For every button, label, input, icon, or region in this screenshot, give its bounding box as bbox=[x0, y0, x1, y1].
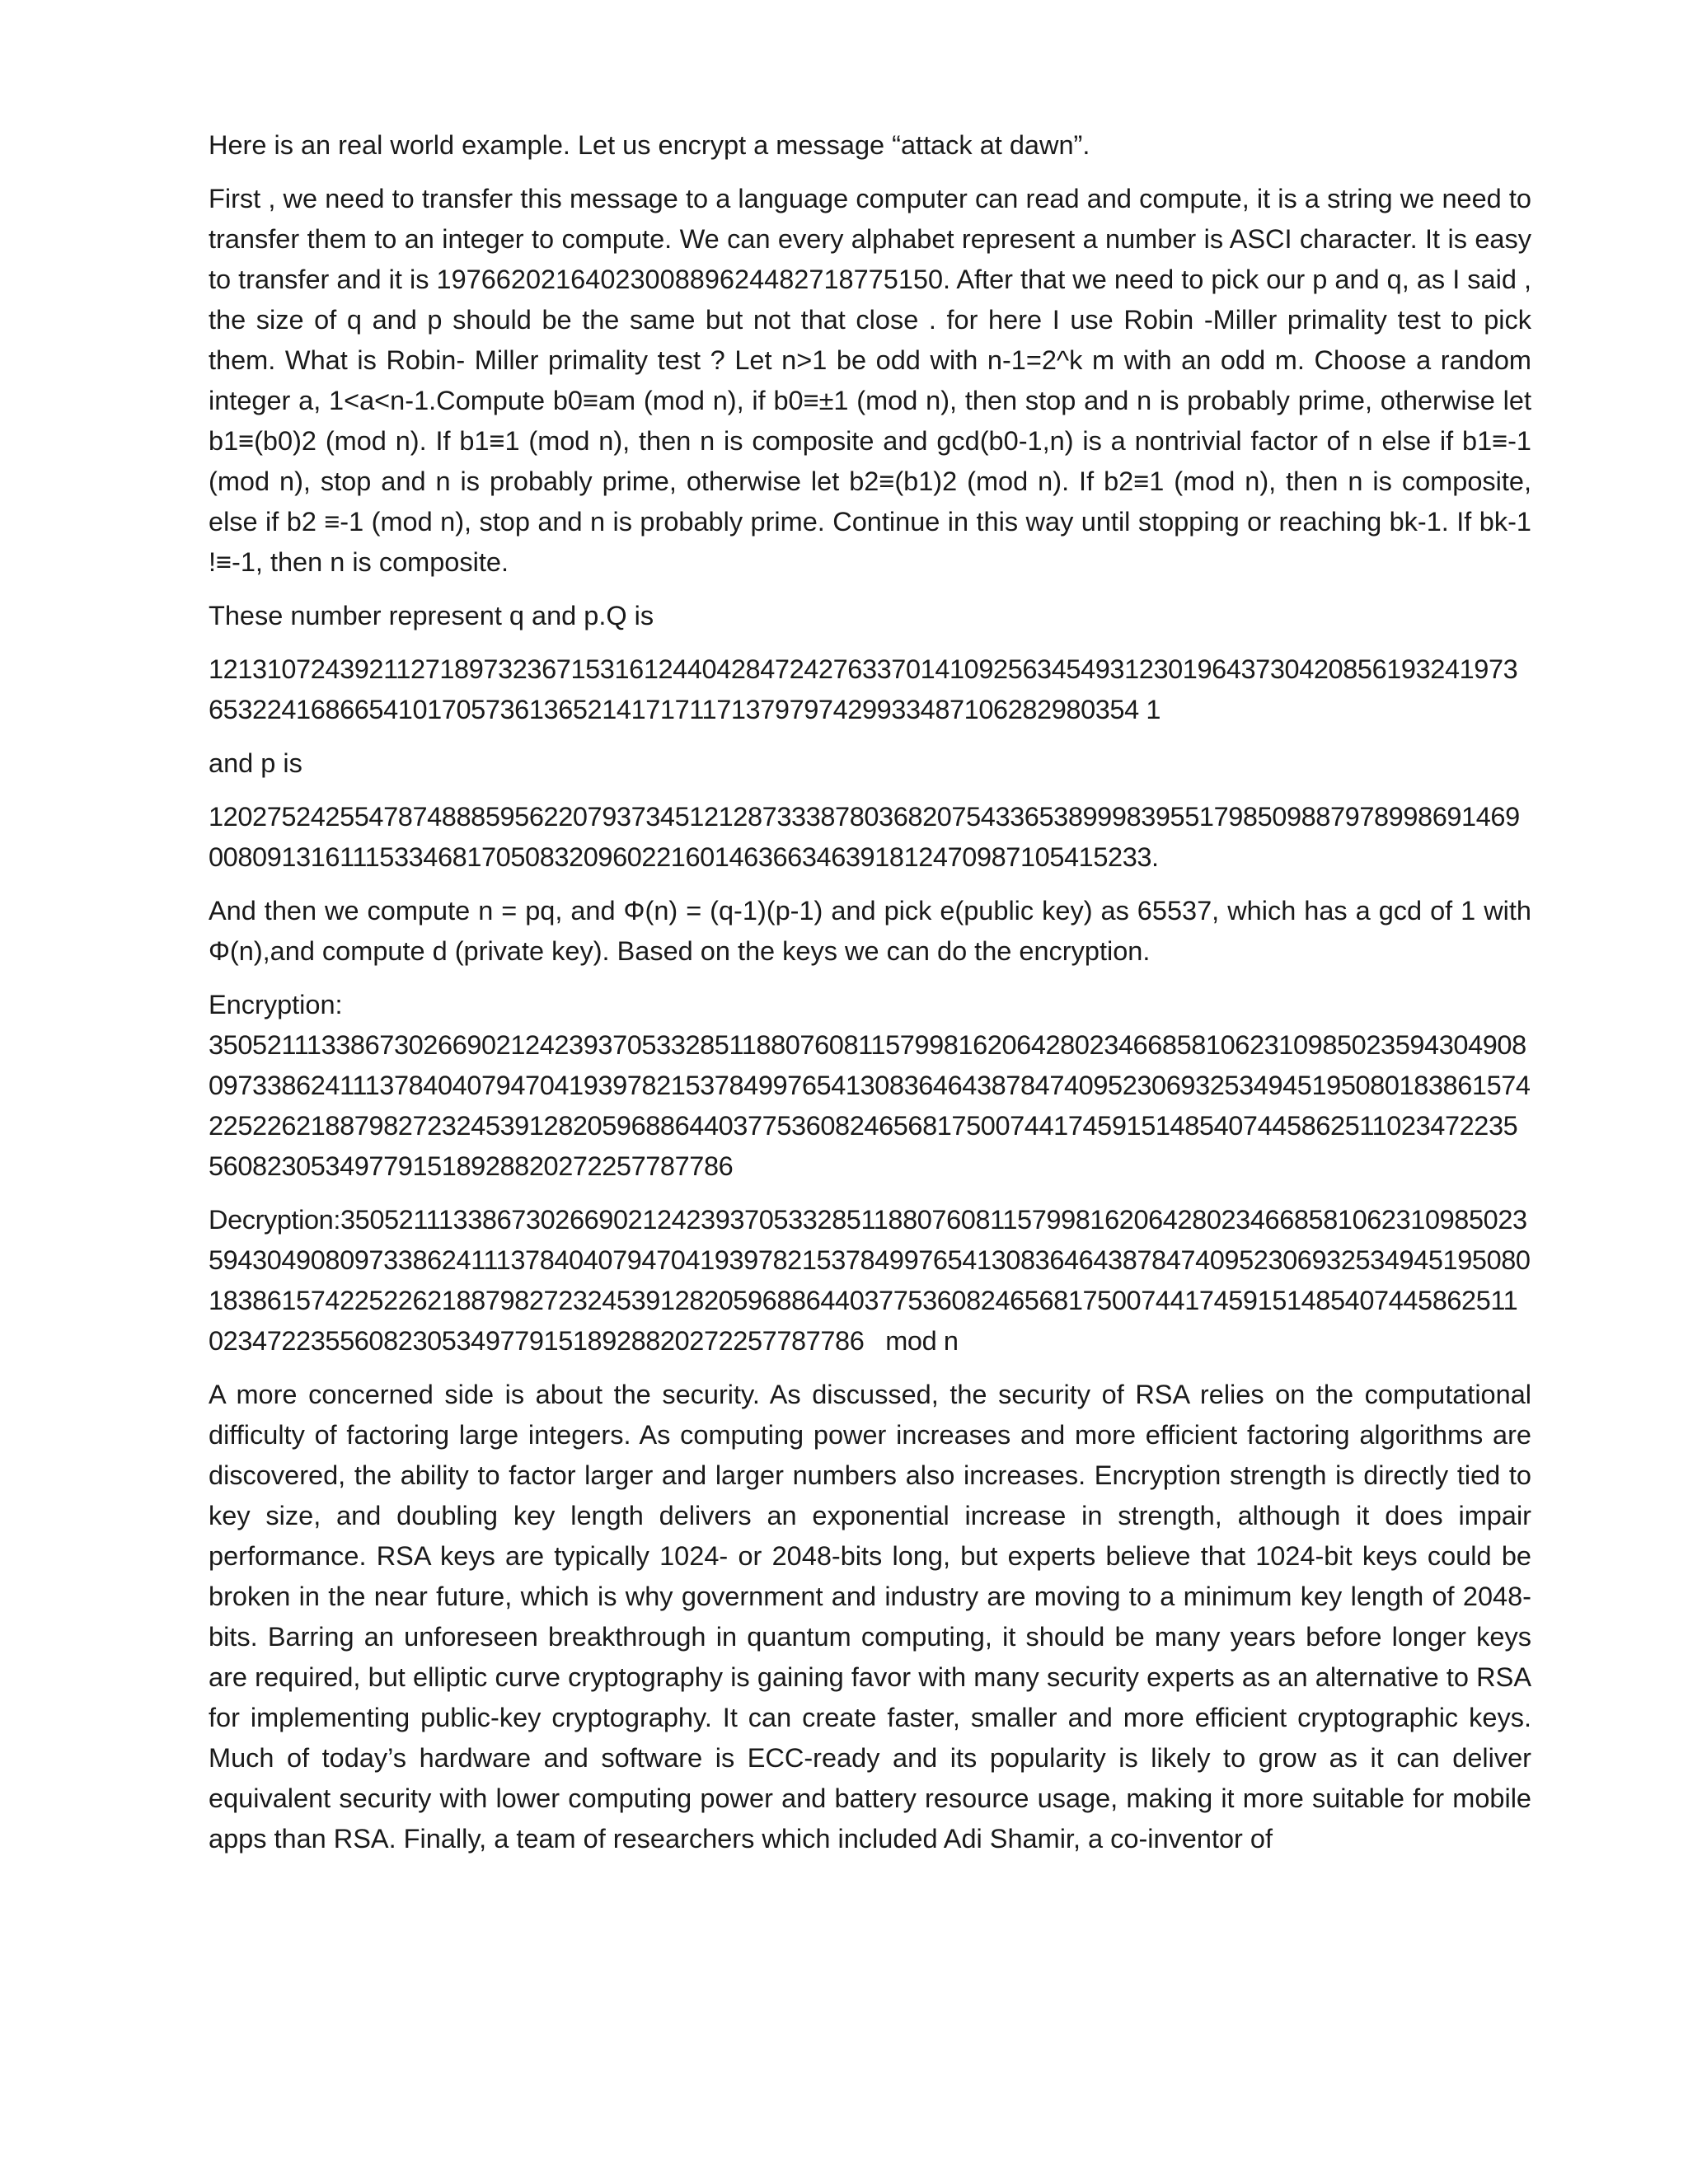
method-paragraph: First , we need to transfer this message to a language computer can read and compute, it is a string we need to transfer them to an integer to compute. We can every alphabet represent a number is ASCI character. It is easy to transfer and it is 1976620216402300889624482718775150. After that we need to pick our p and q, as I said , the size of q and p should be the same but not that close . for here I use Robin -Miller primality test to pick them. What is Robin- Miller primality test ? Let n>1 be odd with n-1=2^k m with an odd m. Choose a random integer a, 1<a<n-1.Compute b0≡am (mod n), if b0≡±1 (mod n), then stop and n is probably prime, otherwise let b1≡(b0)2 (mod n). If b1≡1 (mod n), then n is composite and gcd(b0-1,n) is a nontrivial factor of n else if b1≡-1 (mod n), stop and n is probably prime, otherwise let b2≡(b1)2 (mod n). If b2≡1 (mod n), then n is composite, else if b2 ≡-1 (mod n), stop and n is probably prime. Continue in this way until stopping or reaching bk-1. If bk-1 !≡-1, then n is composite. bbox=[209, 184, 1531, 577]
encryption-label: Encryption: bbox=[209, 990, 343, 1019]
security-paragraph: A more concerned side is about the security. As discussed, the security of RSA relies on the computational difficulty of factoring large integers. As computing power increases and more efficient factoring algorithms are discovered, the ability to factor larger and larger numbers also increases. Encryption strength is directly tied to key size, and doubling key length delivers an exponential increase in strength, although it does impair performance. RSA keys are typically 1024- or 2048-bits long, but experts believe that 1024-bit keys could be broken in the near future, which is why government and industry are moving to a minimum key length of 2048-bits. Barring an unforeseen breakthrough in quantum computing, it should be many years before longer keys are required, but elliptic curve cryptography is gaining favor with many security experts as an alternative to RSA for implementing public-key cryptography. It can create faster, smaller and more efficient cryptographic keys. Much of today’s hardware and software is ECC-ready and its popularity is likely to grow as it can deliver equivalent security with lower computing power and battery resource usage, making it more suitable for mobile apps than RSA. Finally, a team of researchers which included Adi Shamir, a co-inventor of bbox=[209, 1380, 1531, 1854]
keys-paragraph: And then we compute n = pq, and Φ(n) = (q-1)(p-1) and pick e(public key) as 65537, which has a gcd of 1 with Φ(n),and compute d (private key). Based on the keys we can do the encryption. bbox=[209, 896, 1531, 966]
intro-paragraph: Here is an real world example. Let us encrypt a message “attack at dawn”. bbox=[209, 130, 1090, 160]
p-label: and p is bbox=[209, 748, 302, 778]
document-page bbox=[209, 125, 1531, 1872]
p-value: 12027524255478748885956220793734512128733387803682075433653899983955179850988797899869146900809131611153346817050832096022160146366346391812470987105415233. bbox=[209, 802, 1520, 872]
decryption-block bbox=[209, 1200, 1531, 1361]
decryption-label: Decryption: bbox=[209, 1205, 340, 1235]
decryption-value: 35052111338673026690212423937053328511880760811579981620642802346685810623109850235943049080973386241113784040794704193978215378499765413083646438784740952306932534945195080183861574225226218879827232453912820596886440377536082465681750074417459151485407445862511023472235560823053497791518928820272257787786 bbox=[209, 1205, 1531, 1356]
decryption-suffix: mod n bbox=[864, 1326, 959, 1356]
q-value: 1213107243921127189732367153161244042847242763370141092563454931230196437304208561932419736532241686654101705736136521417171171379797429933487106282980354 1 bbox=[209, 654, 1518, 724]
q-label: These number represent q and p.Q is bbox=[209, 601, 654, 630]
encryption-value: 35052111338673026690212423937053328511880760811579981620642802346685810623109850235943049080973386241113784040794704193978215378499765413083646438784740952306932534945195080183861574225226218879827232453912820596886440377536082465681750074417459151485407445862511023472235560823053497791518928820272257787786 bbox=[209, 1030, 1531, 1181]
